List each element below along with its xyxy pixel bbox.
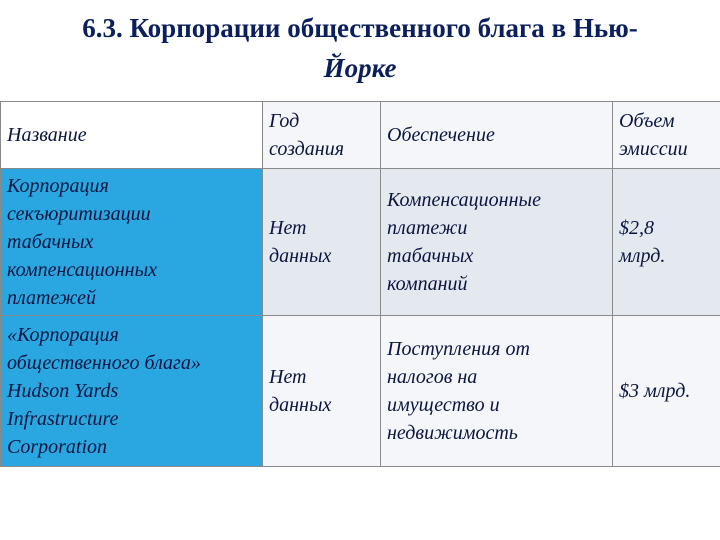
table-header-row	[1, 102, 720, 169]
cell-volume: $3 млрд.	[613, 316, 720, 467]
header-year: Год создания	[263, 102, 381, 169]
cell-security: Компенсационные платежи табачных компаний	[381, 169, 613, 316]
cell-year: Нет данных	[263, 169, 381, 316]
table-row	[1, 169, 720, 316]
header-name: Название	[1, 102, 263, 169]
corporations-table	[0, 101, 720, 467]
header-volume: Объем эмиссии	[613, 102, 720, 169]
title-line-1: 6.3. Корпорации общественного блага в Нью-	[82, 13, 638, 43]
title-line-2: Йорке	[323, 53, 397, 83]
page-title	[0, 8, 720, 88]
cell-year: Нет данных	[263, 316, 381, 467]
header-security: Обеспечение	[381, 102, 613, 169]
table-row	[1, 316, 720, 467]
cell-volume: $2,8 млрд.	[613, 169, 720, 316]
cell-security: Поступления от налогов на имущество и недвижимость	[381, 316, 613, 467]
cell-name: Корпорация секъюритизации табачных компенсационных платежей	[1, 169, 263, 316]
cell-name: «Корпорация общественного блага» Hudson Yards Infrastructure Corporation	[1, 316, 263, 467]
